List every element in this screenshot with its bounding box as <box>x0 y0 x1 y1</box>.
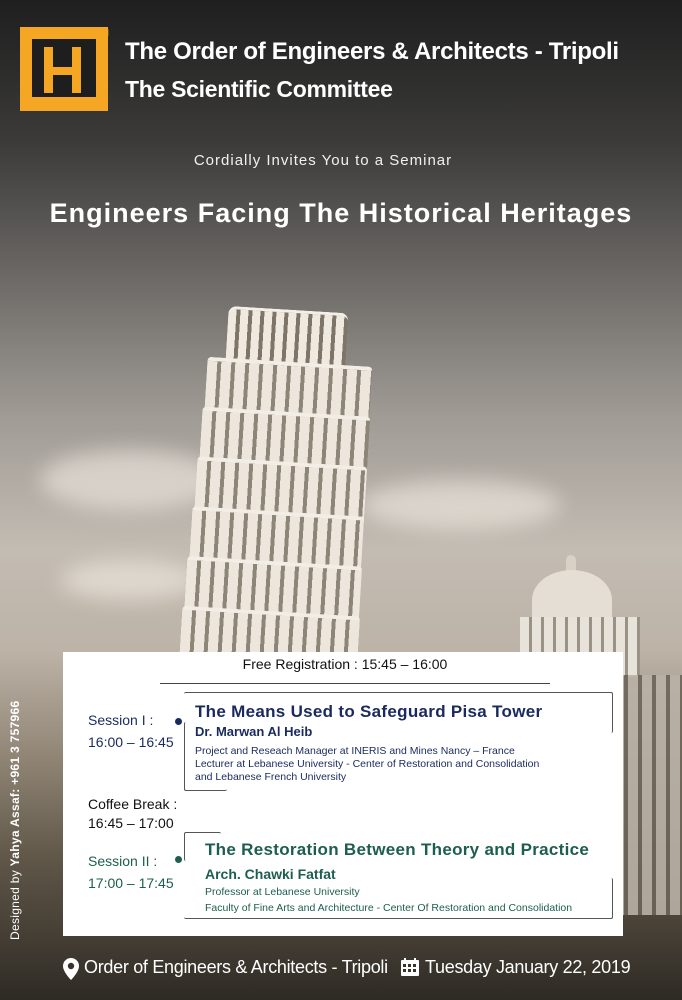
session1-time: 16:00 – 16:45 <box>88 734 174 750</box>
designer-prefix: Designed by <box>8 866 22 940</box>
logo-arabic-text: لبنان <box>34 99 52 109</box>
pisa-tower-image <box>179 294 401 676</box>
session2-desc: Faculty of Fine Arts and Architecture - Center Of Restoration and Consolidation <box>205 902 573 914</box>
session2-title: The Restoration Between Theory and Practice <box>205 840 590 859</box>
calendar-icon <box>401 958 419 976</box>
location-pin-icon <box>63 958 79 980</box>
divider <box>160 683 550 684</box>
session1-label: Session I : <box>88 712 154 728</box>
event-location: Order of Engineers & Architects - Tripoli <box>84 957 388 977</box>
logo-arabic-text: المهندسين <box>70 29 110 39</box>
session2-desc: Professor at Lebanese University <box>205 886 360 898</box>
session1-desc: Lecturer at Lebanese University - Center of Restoration and Consolidation <box>195 758 540 770</box>
session1-title: The Means Used to Safeguard Pisa Tower <box>195 702 543 721</box>
session1-dot <box>175 718 182 725</box>
session2-time: 17:00 – 17:45 <box>88 875 174 891</box>
order-logo <box>20 27 108 111</box>
committee-name: The Scientific Committee <box>125 76 393 102</box>
coffee-break-label: Coffee Break : <box>88 796 178 812</box>
session2-label: Session II : <box>88 853 158 869</box>
free-registration: Free Registration : 15:45 – 16:00 <box>242 656 448 672</box>
invitation-text: Cordially Invites You to a Seminar <box>193 152 453 169</box>
organization-name: The Order of Engineers & Architects - Tripoli <box>125 38 619 65</box>
cloud <box>60 560 200 600</box>
session1-speaker: Dr. Marwan Al Heib <box>195 724 313 739</box>
session1-desc: Project and Reseach Manager at INERIS and Mines Nancy – France <box>195 745 515 757</box>
designer-name: Yahya Assaf: +961 3 757966 <box>8 700 22 867</box>
session2-dot <box>175 856 182 863</box>
coffee-break-time: 16:45 – 17:00 <box>88 815 174 831</box>
session1-desc: and Lebanese French University <box>195 771 347 783</box>
seminar-title: Engineers Facing The Historical Heritages <box>49 198 633 228</box>
event-date: Tuesday January 22, 2019 <box>425 957 631 977</box>
designer-credit <box>8 701 22 940</box>
session2-speaker: Arch. Chawki Fatfat <box>205 866 336 882</box>
